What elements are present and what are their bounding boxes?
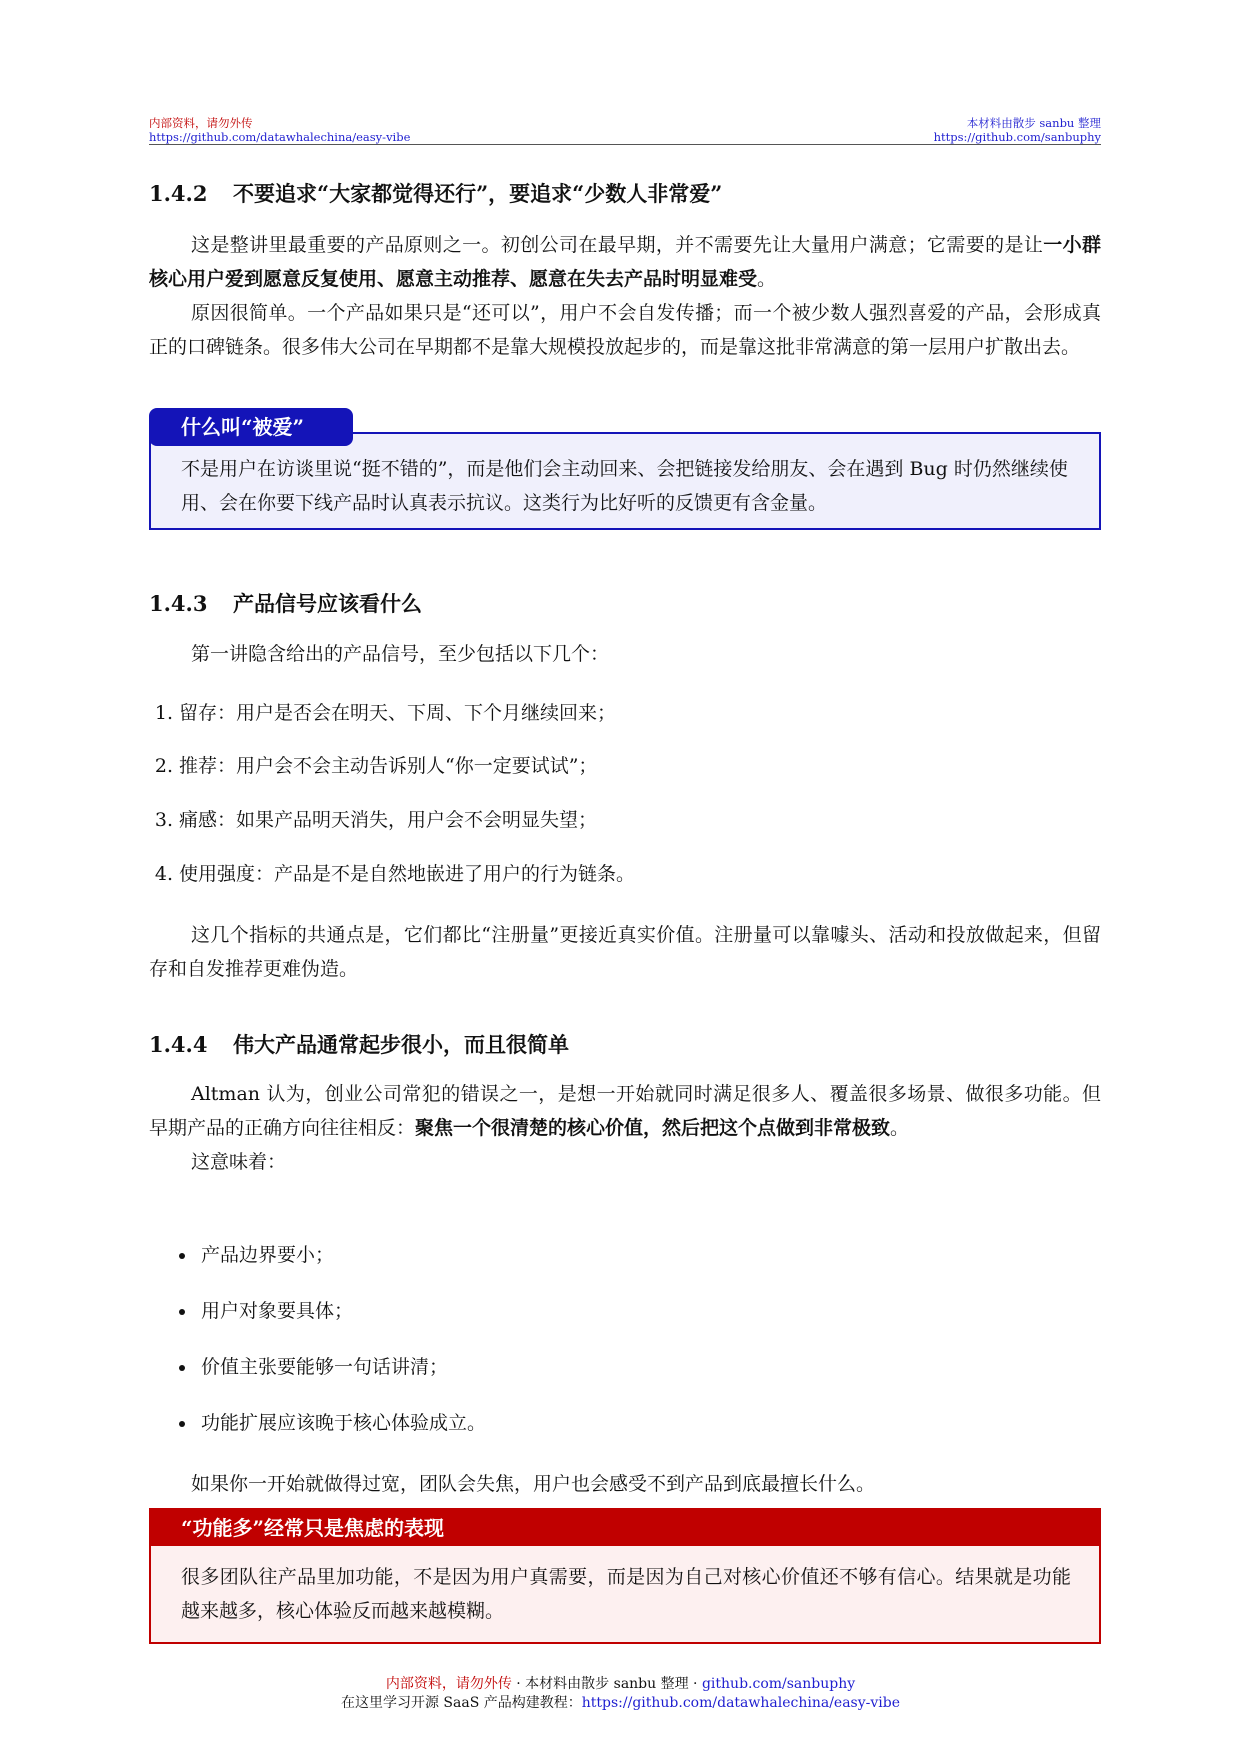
list-item: 2. 推荐：用户会不会主动告诉别人“你一定要试试”； [154, 755, 598, 777]
section-number: 1.4.3 [149, 591, 208, 616]
footer-author-link[interactable]: github.com/sanbuphy [701, 1676, 856, 1692]
section-heading-143 [149, 590, 422, 618]
list-item: 4. 使用强度：产品是不是自然地嵌进了用户的行为链条。 [154, 863, 636, 885]
bullet-icon [179, 1421, 185, 1427]
section-number: 1.4.4 [149, 1032, 208, 1057]
section-title: 不要追求“大家都觉得还行”，要追求“少数人非常爱” [233, 181, 723, 206]
paragraph: 这意味着： [191, 1151, 287, 1173]
section-143-conclusion [149, 918, 1101, 986]
paragraph: 第一讲隐含给出的产品信号，至少包括以下几个： [191, 643, 610, 665]
section-142-body [149, 228, 1101, 364]
callout-box-features-anxiety [149, 1508, 1101, 1644]
callout-text: 不是用户在访谈里说“挺不错的”，而是他们会主动回来、会把链接发给朋友、会在遇到 Bug 时仍然继续使用、会在你要下线产品时认真表示抗议。这类行为比好听的反馈更有含金量。 [181, 458, 1068, 514]
paragraph: Altman 认为，创业公司常犯的错误之一，是想一开始就同时满足很多人、覆盖很多场景、做很多功能。但早期产品的正确方向往往相反：聚焦一个很清楚的核心价值，然后把这个点做到非常极致。 [149, 1083, 1101, 1139]
header-repo-link[interactable]: https://github.com/datawhalechina/easy-vibe [149, 130, 411, 144]
emphasis: 一小群核心用户爱到愿意反复使用、愿意主动推荐、愿意在失去产品时明显难受 [149, 234, 1101, 290]
paragraph: 这几个指标的共通点是，它们都比“注册量”更接近真实价值。注册量可以靠噱头、活动和投放做起来，但留存和自发推荐更难伪造。 [149, 924, 1101, 980]
footer-credit: · 本材料由散步 sanbu 整理 · [511, 1676, 702, 1692]
header-author-link[interactable]: https://github.com/sanbuphy [933, 130, 1101, 144]
header-divider [149, 144, 1101, 145]
footer-repo-link[interactable]: https://github.com/datawhalechina/easy-vibe [581, 1695, 900, 1711]
page-footer-line2 [0, 1694, 1241, 1712]
section-title: 伟大产品通常起步很小，而且很简单 [233, 1032, 569, 1057]
footer-tutorial-text: 在这里学习开源 SaaS 产品构建教程： [340, 1695, 582, 1711]
header-credit: 本材料由散步 sanbu 整理 [966, 116, 1101, 130]
callout-box-beloved [149, 432, 1101, 530]
section-heading-142 [149, 180, 722, 208]
page-footer-line1 [0, 1675, 1241, 1693]
section-number: 1.4.2 [149, 181, 208, 206]
paragraph: 原因很简单。一个产品如果只是“还可以”，用户不会自发传播；而一个被少数人强烈喜爱的产品，会形成真正的口碑链条。很多伟大公司在早期都不是靠大规模投放起步的，而是靠这批非常满意的第一层用户扩散出去。 [149, 302, 1101, 358]
emphasis: 聚焦一个很清楚的核心价值，然后把这个点做到非常极致 [415, 1117, 891, 1139]
footer-confidential: 内部资料，请勿外传 [385, 1676, 512, 1692]
section-143-intro [149, 637, 1101, 671]
paragraph: 这是整讲里最重要的产品原则之一。初创公司在最早期，并不需要先让大量用户满意；它需要的是让一小群核心用户爱到愿意反复使用、愿意主动推荐、愿意在失去产品时明显难受。 [149, 234, 1101, 290]
bullet-icon [179, 1365, 185, 1371]
list-item: 1. 留存：用户是否会在明天、下周、下个月继续回来； [154, 702, 617, 724]
callout-title: 什么叫“被爱” [149, 408, 353, 446]
paragraph: 如果你一开始就做得过宽，团队会失焦，用户也会感受不到产品到底最擅长什么。 [191, 1473, 876, 1495]
section-144-body [149, 1077, 1101, 1179]
callout-title: “功能多”经常只是焦虑的表现 [151, 1510, 1099, 1546]
header-confidential: 内部资料，请勿外传 [149, 116, 253, 130]
section-144-conclusion [149, 1467, 1101, 1501]
section-title: 产品信号应该看什么 [233, 591, 422, 616]
page: 内部资料，请勿外传 https://github.com/datawhalechina/easy-vibe 本材料由散步 sanbu 整理 https://github.com/sanbuphy 1.4.2 不要追求“大家都觉得还行”，要追求“少数人非常爱” 这是整讲里最重要的产品原则之一。初创公司在最早期，并不需要先让大量用户满意；它需要的是让一小群核心用户爱到愿意反复使用、愿意主动推荐、愿意在失去产品时明显难受。 原因很简单。一个产品如果只是“还可以”，用户不会自发传播；而一个被少数人强烈喜爱的产品，会形成真正的口碑链条。很多伟大公司在早期都不是靠大规模投放起步的，而是靠这批非常满意的第一层用户扩散出去。 不是用户在访谈里说“挺不错的”，而是他们会主动回来、会把链接发给朋友、会在遇到 Bug 时仍然继续使用、会在你要下线产品时认真表示抗议。这类行为比好听的反馈更有含金量。 什么叫“被爱” 1.4.3 产品信号应该看什么 第一讲隐含给出的产品信号，至少包括以下几个： 1. 留存：用户是否会在明天、下周、下个月继续回来； 2. 推荐：用户会不会主动告诉别人“你一定要试试”； 3. 痛感：如果产品明天消失，用户会不会明显失望； 4. 使用强度：产品是不是自然地嵌进了用户的行为链条。 这几个指标的共通点是，它们都比“注册量”更接近真实价值。注册量可以靠噱头、活动和投放做起来，但留存和自发推荐更难伪造。 1.4.4 伟大产品通常起步很小，而且很简单 Altman 认为，创业公司常犯的错误之一，是想一开始就同时满足很多人、覆盖很多场景、做很多功能。但早期产品的正确方向往往相反：聚焦一个很清楚的核心价值，然后把这个点做到非常极致。 这意味着： 产品边界要小； 用户对象要具体； 价值主张要能够一句话讲清； 功能扩展应该晚于核心体验成立。 如果你一开始就做得过宽，团队会失焦，用户也会感受不到产品到底最擅长什么。 “功能多”经常只是焦虑的表现 很多团队往产品里加功能，不是因为用户真需要，而是因为自己对核心价值还不够有信心。结果就是功能越来越多，核心体验反而越来越模糊。 内部资料，请勿外传 · 本材料由散步 sanbu 整理 · github.com/sanbuphy 在这里学习开源 SaaS 产品构建教程：https://github.com/datawhalechina/easy-vibe [0, 0, 1241, 1754]
bullet-icon [179, 1309, 185, 1315]
callout-text: 很多团队往产品里加功能，不是因为用户真需要，而是因为自己对核心价值还不够有信心。结果就是功能越来越多，核心体验反而越来越模糊。 [181, 1566, 1071, 1622]
section-heading-144 [149, 1031, 569, 1059]
bullet-icon [179, 1253, 185, 1259]
list-item: 3. 痛感：如果产品明天消失，用户会不会明显失望； [154, 809, 598, 831]
